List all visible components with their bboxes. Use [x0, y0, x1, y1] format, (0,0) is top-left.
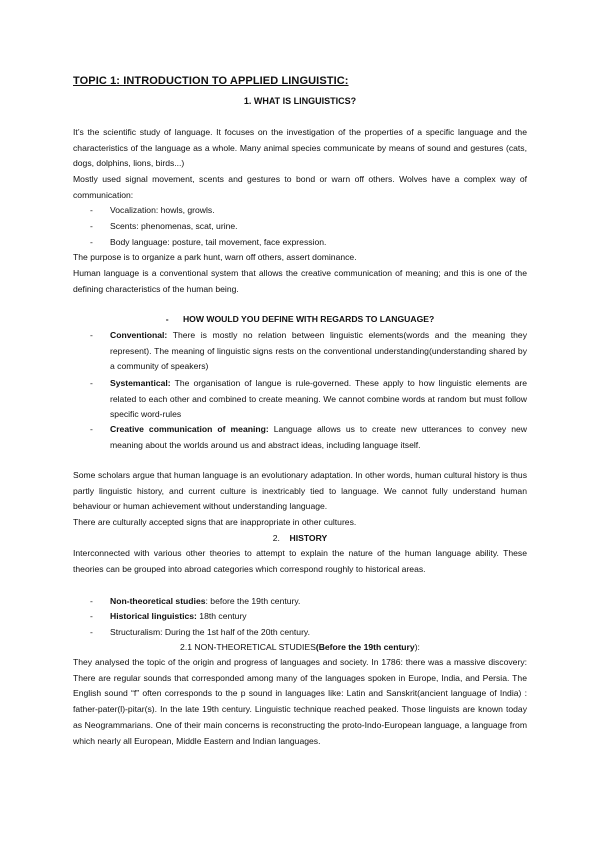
document-title: TOPIC 1: INTRODUCTION TO APPLIED LINGUISTIC:	[73, 75, 349, 87]
subsection-2-1-heading	[0, 642, 600, 652]
section-2-title: HISTORY	[289, 533, 328, 543]
history-item-text: Structuralism: During the 1st half of the 20th century.	[110, 627, 310, 637]
term-creative-communication: Creative communication of meaning:	[110, 424, 269, 434]
list-item-text: Vocalization: howls, growls.	[110, 205, 215, 215]
list-item	[90, 422, 527, 453]
section-2-heading	[0, 533, 600, 543]
define-heading	[0, 314, 600, 324]
non-theoretical-paragraph: They analysed the topic of the origin and progress of languages and society. In 1786: there was a massive discovery: There are regular sounds that corresponded among many of the languages spoken in Europe, India, and Persia. The English sound “f” often corresponds to the p sound in languages like: Latin and Sanskrit(ancient language of India) : father-pater(l)-pitar(s). In the late 19th century. Linguistic technique reached peaked. Those linguists are known today as Neogrammarians. One of their main concerns is reconstructing the proto-Indo-European language, a language from which nearly all European, Middle Eastern and Indian languages.	[73, 657, 527, 746]
list-item	[90, 609, 527, 625]
history-paragraph: Interconnected with various other theories to attempt to explain the nature of the human language ability. These theories can be grouped into abroad categories which correspond roughly to historical areas.	[73, 548, 527, 574]
history-item-text: 18th century	[196, 611, 247, 621]
dash-marker: -	[90, 627, 93, 637]
list-item-text: Scents: phenomenas, scat, urine.	[110, 221, 238, 231]
scholars-paragraph: Some scholars argue that human language is an evolutionary adaptation. In other words, human cultural history is thus partly linguistic history, and current culture is inextricably tied to language. We cannot fully understand human behaviour or human achievement without understanding language.	[73, 470, 527, 512]
list-item	[90, 219, 527, 235]
history-item-text: : before the 19th century.	[205, 596, 301, 606]
dash-marker: -	[90, 611, 93, 621]
list-item	[90, 235, 527, 251]
purpose-paragraph: The purpose is to organize a park hunt, warn off others, assert dominance.	[73, 252, 357, 262]
list-item-text: Body language: posture, tail movement, face expression.	[110, 237, 327, 247]
term-non-theoretical: Non-theoretical studies	[110, 596, 206, 606]
list-item	[90, 625, 527, 641]
dash-marker: -	[90, 237, 93, 247]
dash-marker: -	[90, 205, 93, 215]
term-historical-linguistics: Historical linguistics:	[110, 611, 197, 621]
section-1-heading: 1. WHAT IS LINGUISTICS?	[243, 96, 357, 106]
subsection-title: 2.1 NON-THEORETICAL STUDIES	[180, 642, 316, 652]
human-language-paragraph: Human language is a conventional system that allows the creative communication of meaning; and this is one of the defining characteristics of the human being.	[73, 268, 527, 294]
intro-paragraph: It’s the scientific study of language. It focuses on the investigation of the properties of a specific language and the characteristics of the language as a whole. Many animal species communicate by means of sound and gestures (cats, dogs, dolphins, lions, birds...)	[73, 127, 527, 169]
dash-marker: -	[90, 596, 93, 606]
term-conventional: Conventional:	[110, 330, 168, 340]
list-item	[90, 328, 527, 375]
list-item	[90, 376, 527, 423]
term-systemantical: Systemantical:	[110, 378, 171, 388]
definition-text: There is mostly no relation between linguistic elements(words and the meaning they represent). The meaning of linguistic signs rests on the conventional understanding(understanding shared by a community of speakers)	[110, 330, 527, 372]
subsection-suffix: ):	[414, 642, 420, 652]
subsection-date: (Before the 19th century	[315, 642, 415, 652]
list-item	[90, 203, 527, 219]
section-2-number: 2.	[272, 533, 280, 543]
dash-marker: -	[90, 330, 93, 340]
animals-paragraph: Mostly used signal movement, scents and gestures to bond or warn off others. Wolves have a complex way of communication:	[73, 174, 527, 200]
definition-text: Language allows us to create new utterances to convey new meaning about the worlds around us and abstract ideas, including language itself.	[110, 424, 527, 450]
definition-text: The organisation of langue is rule-governed. These apply to how linguistic elements are related to each other and combined to create meaning. We cannot combine words at random but must follow specific word-rules	[110, 378, 527, 420]
dash-marker: -	[90, 221, 93, 231]
dash-marker: -	[90, 424, 93, 434]
signs-paragraph: There are culturally accepted signs that are inappropriate in other cultures.	[73, 517, 357, 527]
define-heading-dash: -	[165, 314, 169, 324]
define-heading-text: HOW WOULD YOU DEFINE WITH REGARDS TO LANGUAGE?	[182, 314, 435, 324]
list-item	[90, 594, 527, 610]
dash-marker: -	[90, 378, 93, 388]
